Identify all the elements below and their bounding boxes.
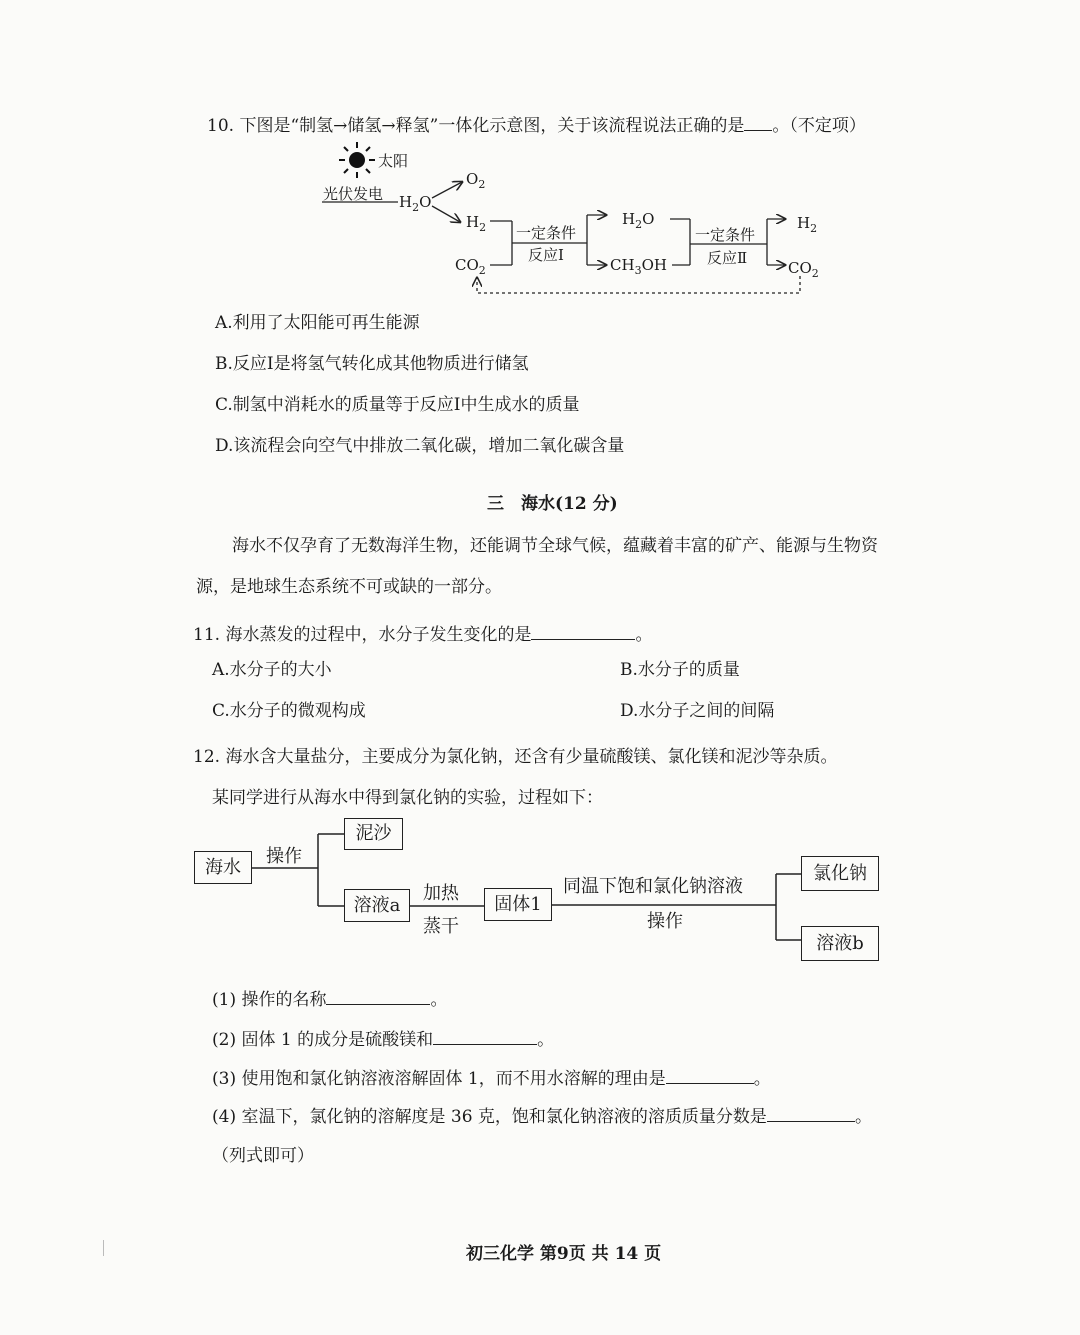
h2o-formula: $H_2O$ — [399, 193, 432, 214]
q12-note: （列式即可） — [212, 1146, 314, 1166]
q10-option-c[interactable]: C.制氢中消耗水的质量等于反应Ⅰ中生成水的质量 — [215, 395, 580, 415]
q12-sub-1: (1) 操作的名称 。 — [212, 985, 447, 1010]
q11-option-b[interactable]: B.水分子的质量 — [620, 660, 740, 680]
q12-sub-4: (4) 室温下，氯化钠的溶解度是 36 克，饱和氯化钠溶液的溶质质量分数是 。 — [212, 1102, 872, 1127]
q11-option-c[interactable]: C.水分子的微观构成 — [212, 701, 366, 721]
nacl-box: 氯化钠 — [801, 856, 879, 891]
o2-formula: $O_2$ — [466, 170, 486, 191]
ch3oh-formula: $CH_3OH$ — [610, 256, 667, 277]
reaction1-label: 反应Ⅰ — [528, 246, 564, 264]
q12-sub-2-blank[interactable] — [433, 1027, 537, 1045]
h2-right-formula: $H_2$ — [797, 214, 818, 235]
q11-stem: 11. 海水蒸发的过程中，水分子发生变化的是 。 — [193, 620, 652, 645]
q12-sub-3-blank[interactable] — [666, 1066, 754, 1084]
q12-stem-line2: 某同学进行从海水中得到氯化钠的实验，过程如下： — [212, 788, 603, 808]
dissolve-label: 同温下饱和氯化钠溶液 — [563, 876, 743, 897]
reaction2-label: 反应Ⅱ — [707, 249, 748, 267]
solution-b-box: 溶液b — [801, 926, 879, 961]
op1-label: 操作 — [266, 846, 302, 867]
margin-mark — [103, 1240, 104, 1256]
q11-option-d[interactable]: D.水分子之间的间隔 — [620, 701, 775, 721]
pv-label: 光伏发电 — [323, 185, 384, 203]
q10-stem: 10. 下图是“制氢→储氢→释氢”一体化示意图，关于该流程说法正确的是 。（不定项） — [207, 111, 866, 136]
solid1-box: 固体1 — [484, 888, 552, 921]
op2-label: 操作 — [647, 911, 683, 932]
solution-a-box: 溶液a — [344, 889, 410, 922]
q10-option-d[interactable]: D.该流程会向空气中排放二氧化碳，增加二氧化碳含量 — [215, 436, 625, 456]
page-footer: 初三化学 第9页 共 14 页 — [466, 1244, 662, 1264]
h2-left-formula: $H_2$ — [466, 213, 487, 234]
section-intro-line2: 源，是地球生态系统不可或缺的一部分。 — [196, 577, 502, 597]
evaporate-label: 蒸干 — [423, 916, 459, 937]
q10-option-b[interactable]: B.反应Ⅰ是将氢气转化成其他物质进行储氢 — [215, 354, 529, 374]
co2-right-formula: $CO_2$ — [788, 259, 819, 280]
heat-label: 加热 — [423, 883, 459, 904]
section-intro-line1: 海水不仅孕育了无数海洋生物，还能调节全球气候，蕴藏着丰富的矿产、能源与生物资 — [232, 536, 878, 556]
reaction2-condition: 一定条件 — [695, 226, 756, 244]
q12-stem-line1: 12. 海水含大量盐分，主要成分为氯化钠，还含有少量硫酸镁、氯化镁和泥沙等杂质。 — [193, 747, 838, 767]
section-title: 三 海水(12 分) — [487, 494, 618, 514]
q12-sub-1-blank[interactable] — [326, 987, 430, 1005]
mud-box: 泥沙 — [344, 818, 403, 850]
q12-sub-4-blank[interactable] — [767, 1104, 855, 1122]
seawater-box: 海水 — [194, 851, 252, 884]
co2-left-formula: $CO_2$ — [455, 256, 486, 277]
reaction1-condition: 一定条件 — [516, 224, 577, 242]
q11-option-a[interactable]: A.水分子的大小 — [212, 660, 332, 680]
q12-sub-2: (2) 固体 1 的成分是硫酸镁和 。 — [212, 1025, 554, 1050]
q12-sub-3: (3) 使用饱和氯化钠溶液溶解固体 1，而不用水溶解的理由是 。 — [212, 1064, 771, 1089]
sun-label: 太阳 — [378, 152, 409, 170]
q10-option-a[interactable]: A.利用了太阳能可再生能源 — [215, 313, 420, 333]
h2o-mid-formula: $H_2O$ — [622, 210, 655, 231]
